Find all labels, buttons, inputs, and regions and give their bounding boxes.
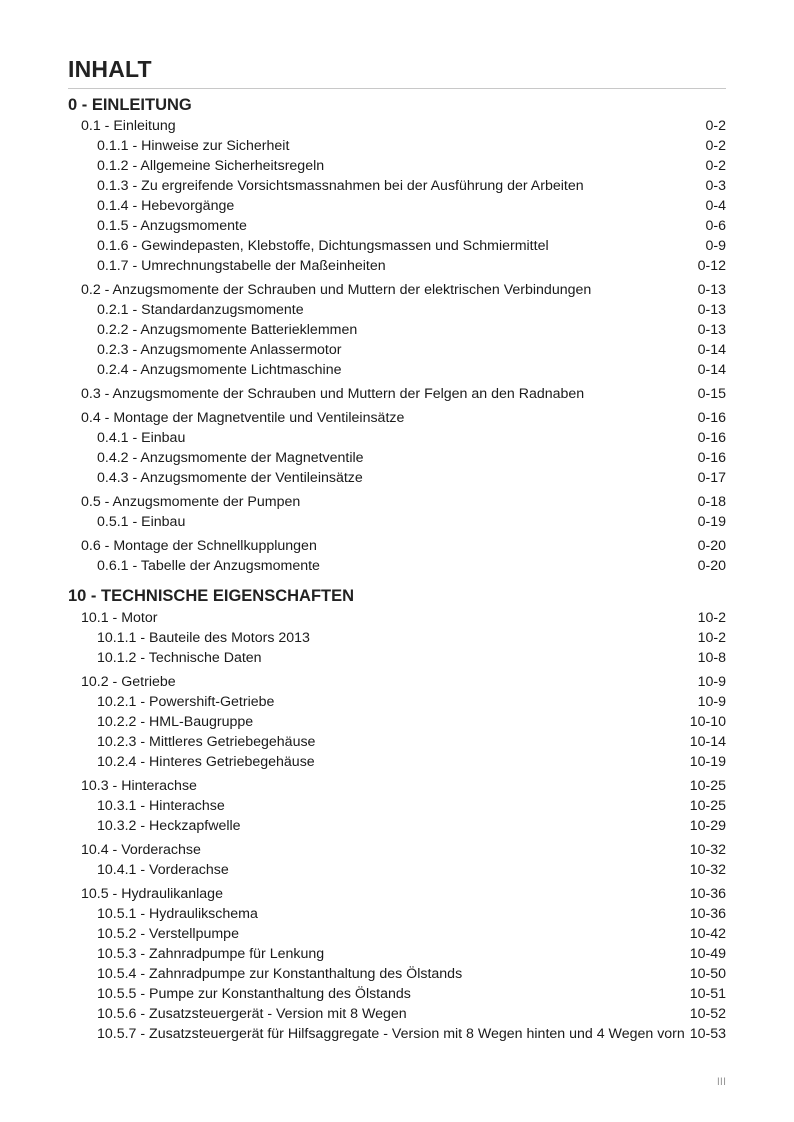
- toc-section-entry[interactable]: [0, 408, 794, 428]
- toc-subsection-entry[interactable]: [0, 752, 794, 772]
- table-of-contents: [0, 94, 794, 1044]
- toc-entry-title: 0.1.1 - Hinweise zur Sicherheit: [97, 138, 290, 154]
- toc-entry-title: 10.5.5 - Pumpe zur Konstanthaltung des Ölstands: [97, 986, 411, 1002]
- toc-entry-page: 10-9: [697, 694, 726, 710]
- chapter-heading[interactable]: 0 - EINLEITUNG: [68, 96, 192, 114]
- title-divider: [68, 88, 726, 89]
- chapter-heading[interactable]: 10 - TECHNISCHE EIGENSCHAFTEN: [68, 587, 355, 605]
- page-number: III: [716, 1076, 726, 1088]
- toc-entry-title: 10.2 - Getriebe: [81, 674, 176, 690]
- toc-entry-page: 10-2: [697, 630, 726, 646]
- toc-section-entry[interactable]: [0, 280, 794, 300]
- toc-entry-page: 10-2: [697, 610, 726, 626]
- toc-entry-page: 0-14: [697, 362, 726, 378]
- toc-entry-page: 0-20: [697, 558, 726, 574]
- toc-subsection-entry[interactable]: [0, 964, 794, 984]
- toc-subsection-entry[interactable]: [0, 300, 794, 320]
- toc-entry-page: 10-29: [689, 818, 726, 834]
- toc-subsection-entry[interactable]: [0, 512, 794, 532]
- toc-entry-title: 10.2.1 - Powershift-Getriebe: [97, 694, 275, 710]
- toc-entry-page: 10-36: [689, 886, 726, 902]
- toc-entry-title: 0.1.5 - Anzugsmomente: [97, 218, 247, 234]
- toc-entry-title: 10.1.2 - Technische Daten: [97, 650, 262, 666]
- toc-entry-page: 10-51: [689, 986, 726, 1002]
- toc-entry-title: 10.2.4 - Hinteres Getriebegehäuse: [97, 754, 315, 770]
- toc-subsection-entry[interactable]: [0, 196, 794, 216]
- toc-section-entry[interactable]: [0, 384, 794, 404]
- toc-entry-title: 10.5.6 - Zusatzsteuergerät - Version mit 8 Wegen: [97, 1006, 407, 1022]
- toc-entry-title: 0.3 - Anzugsmomente der Schrauben und Muttern der Felgen an den Radnaben: [81, 386, 585, 402]
- toc-entry-page: 0-9: [705, 238, 726, 254]
- toc-entry-page: 0-2: [705, 158, 726, 174]
- toc-subsection-entry[interactable]: [0, 236, 794, 256]
- toc-entry-page: 0-13: [697, 302, 726, 318]
- toc-entry-title: 0.2.3 - Anzugsmomente Anlassermotor: [97, 342, 342, 358]
- toc-entry-title: 10.1 - Motor: [81, 610, 158, 626]
- toc-entry-title: 0.2 - Anzugsmomente der Schrauben und Muttern der elektrischen Verbindungen: [81, 282, 592, 298]
- toc-section-entry[interactable]: [0, 116, 794, 136]
- toc-entry-title: 0.4.3 - Anzugsmomente der Ventileinsätze: [97, 470, 363, 486]
- toc-subsection-entry[interactable]: [0, 796, 794, 816]
- toc-entry-page: 10-53: [689, 1026, 726, 1042]
- page-title: INHALT: [68, 56, 152, 82]
- toc-subsection-entry[interactable]: [0, 340, 794, 360]
- toc-section-entry[interactable]: [0, 840, 794, 860]
- toc-entry-page: 10-19: [689, 754, 726, 770]
- toc-entry-page: 10-14: [689, 734, 726, 750]
- toc-entry-page: 0-15: [697, 386, 726, 402]
- toc-entry-title: 10.5.2 - Verstellpumpe: [97, 926, 239, 942]
- toc-entry-title: 10.3.1 - Hinterachse: [97, 798, 225, 814]
- toc-entry-page: 0-2: [705, 138, 726, 154]
- toc-subsection-entry[interactable]: [0, 732, 794, 752]
- toc-entry-page: 0-20: [697, 538, 726, 554]
- toc-entry-title: 10.2.2 - HML-Baugruppe: [97, 714, 254, 730]
- toc-entry-page: 10-32: [689, 862, 726, 878]
- toc-subsection-entry[interactable]: [0, 944, 794, 964]
- toc-entry-title: 10.4.1 - Vorderachse: [97, 862, 229, 878]
- toc-subsection-entry[interactable]: [0, 216, 794, 236]
- toc-subsection-entry[interactable]: [0, 320, 794, 340]
- toc-entry-title: 10.4 - Vorderachse: [81, 842, 201, 858]
- toc-subsection-entry[interactable]: [0, 176, 794, 196]
- toc-entry-title: 0.1.2 - Allgemeine Sicherheitsregeln: [97, 158, 325, 174]
- toc-subsection-entry[interactable]: [0, 1024, 794, 1044]
- toc-entry-page: 0-16: [697, 450, 726, 466]
- toc-entry-page: 10-50: [689, 966, 726, 982]
- toc-entry-title: 0.2.1 - Standardanzugsmomente: [97, 302, 304, 318]
- toc-entry-title: 0.6 - Montage der Schnellkupplungen: [81, 538, 317, 554]
- toc-subsection-entry[interactable]: [0, 1004, 794, 1024]
- toc-subsection-entry[interactable]: [0, 556, 794, 576]
- toc-section-entry[interactable]: [0, 672, 794, 692]
- toc-entry-page: 0-19: [697, 514, 726, 530]
- toc-entry-title: 10.3 - Hinterachse: [81, 778, 197, 794]
- toc-entry-title: 0.4.2 - Anzugsmomente der Magnetventile: [97, 450, 364, 466]
- toc-section-entry[interactable]: [0, 884, 794, 904]
- toc-section-entry[interactable]: [0, 492, 794, 512]
- toc-entry-page: 0-14: [697, 342, 726, 358]
- toc-entry-title: 0.1.6 - Gewindepasten, Klebstoffe, Dichtungsmassen und Schmiermittel: [97, 238, 549, 254]
- toc-entry-title: 10.3.2 - Heckzapfwelle: [97, 818, 241, 834]
- toc-entry-title: 10.5.1 - Hydraulikschema: [97, 906, 258, 922]
- toc-entry-title: 10.2.3 - Mittleres Getriebegehäuse: [97, 734, 316, 750]
- toc-entry-page: 10-25: [689, 798, 726, 814]
- toc-subsection-entry[interactable]: [0, 428, 794, 448]
- toc-entry-title: 10.5.3 - Zahnradpumpe für Lenkung: [97, 946, 325, 962]
- toc-subsection-entry[interactable]: [0, 156, 794, 176]
- toc-entry-page: 0-6: [705, 218, 726, 234]
- toc-entry-page: 0-13: [697, 282, 726, 298]
- toc-entry-title: 10.5.7 - Zusatzsteuergerät für Hilfsaggregate - Version mit 8 Wegen hinten und 4 Wegen vorn: [97, 1026, 685, 1042]
- toc-entry-page: 10-10: [689, 714, 726, 730]
- toc-entry-page: 10-42: [689, 926, 726, 942]
- toc-entry-page: 10-36: [689, 906, 726, 922]
- toc-subsection-entry[interactable]: [0, 860, 794, 880]
- toc-entry-title: 0.4.1 - Einbau: [97, 430, 186, 446]
- toc-entry-page: 0-17: [697, 470, 726, 486]
- toc-subsection-entry[interactable]: [0, 904, 794, 924]
- toc-entry-title: 0.1.7 - Umrechnungstabelle der Maßeinheiten: [97, 258, 386, 274]
- toc-entry-page: 10-52: [689, 1006, 726, 1022]
- toc-entry-title: 0.2.2 - Anzugsmomente Batterieklemmen: [97, 322, 358, 338]
- toc-subsection-entry[interactable]: [0, 984, 794, 1004]
- toc-subsection-entry[interactable]: [0, 256, 794, 276]
- toc-entry-page: 0-13: [697, 322, 726, 338]
- toc-subsection-entry[interactable]: [0, 712, 794, 732]
- toc-entry-page: 0-18: [697, 494, 726, 510]
- toc-entry-title: 10.5 - Hydraulikanlage: [81, 886, 223, 902]
- toc-subsection-entry[interactable]: [0, 448, 794, 468]
- toc-subsection-entry[interactable]: [0, 468, 794, 488]
- toc-entry-title: 0.1 - Einleitung: [81, 118, 176, 134]
- toc-entry-page: 0-2: [705, 118, 726, 134]
- toc-subsection-entry[interactable]: [0, 360, 794, 380]
- toc-entry-title: 0.1.4 - Hebevorgänge: [97, 198, 235, 214]
- toc-entry-title: 0.1.3 - Zu ergreifende Vorsichtsmassnahmen bei der Ausführung der Arbeiten: [97, 178, 584, 194]
- toc-entry-title: 0.4 - Montage der Magnetventile und Ventileinsätze: [81, 410, 405, 426]
- toc-entry-title: 0.5.1 - Einbau: [97, 514, 186, 530]
- toc-entry-page: 0-12: [697, 258, 726, 274]
- toc-subsection-entry[interactable]: [0, 648, 794, 668]
- toc-entry-page: 0-4: [705, 198, 726, 214]
- toc-subsection-entry[interactable]: [0, 628, 794, 648]
- toc-subsection-entry[interactable]: [0, 816, 794, 836]
- toc-entry-page: 0-16: [697, 430, 726, 446]
- toc-entry-title: 0.2.4 - Anzugsmomente Lichtmaschine: [97, 362, 342, 378]
- toc-subsection-entry[interactable]: [0, 924, 794, 944]
- toc-entry-page: 10-49: [689, 946, 726, 962]
- toc-subsection-entry[interactable]: [0, 136, 794, 156]
- toc-entry-page: 0-16: [697, 410, 726, 426]
- toc-entry-page: 10-9: [697, 674, 726, 690]
- toc-section-entry[interactable]: [0, 776, 794, 796]
- toc-entry-title: 0.6.1 - Tabelle der Anzugsmomente: [97, 558, 320, 574]
- toc-section-entry[interactable]: [0, 608, 794, 628]
- toc-entry-title: 10.5.4 - Zahnradpumpe zur Konstanthaltung des Ölstands: [97, 966, 463, 982]
- toc-entry-title: 10.1.1 - Bauteile des Motors 2013: [97, 630, 310, 646]
- toc-entry-page: 10-8: [697, 650, 726, 666]
- toc-entry-title: 0.5 - Anzugsmomente der Pumpen: [81, 494, 301, 510]
- toc-entry-page: 0-3: [705, 178, 726, 194]
- toc-entry-page: 10-32: [689, 842, 726, 858]
- toc-subsection-entry[interactable]: [0, 692, 794, 712]
- toc-entry-page: 10-25: [689, 778, 726, 794]
- toc-section-entry[interactable]: [0, 536, 794, 556]
